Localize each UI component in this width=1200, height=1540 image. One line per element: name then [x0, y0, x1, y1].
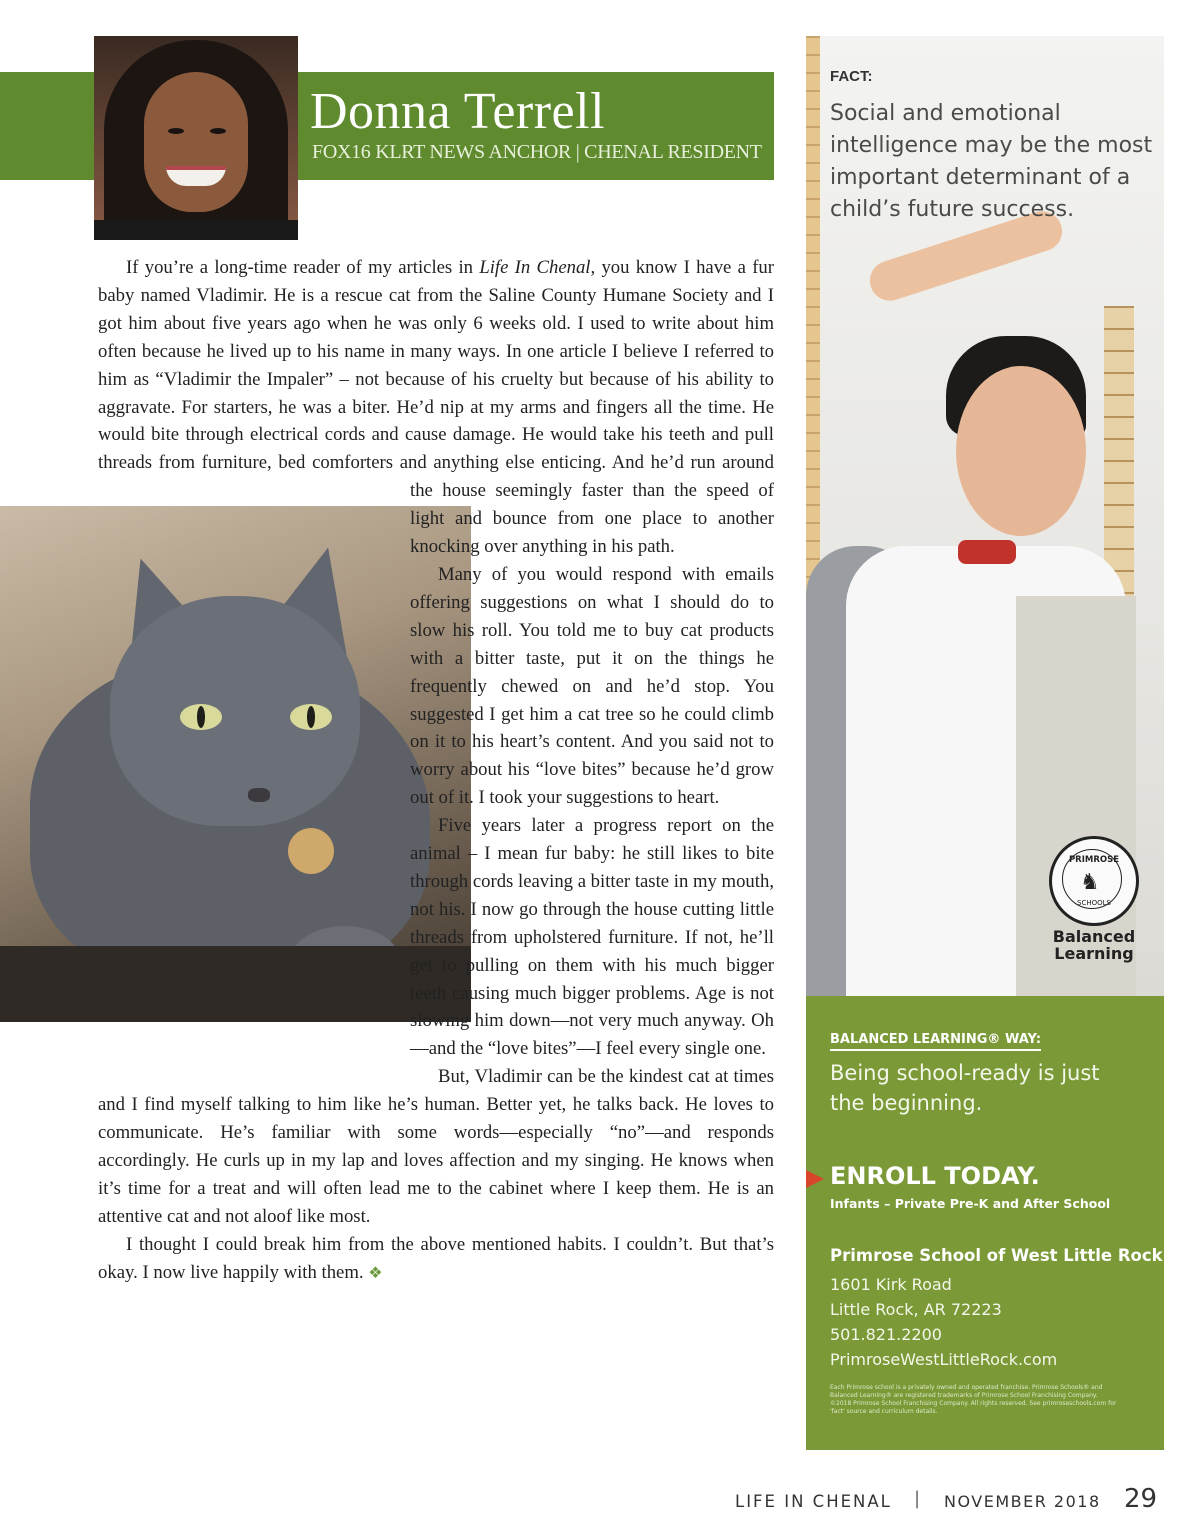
article-paragraph: But, Vladimir can be the kindest cat at times and I find myself talking to him like he’s human. Better yet, he talks back. He loves to communicate. He’s familiar with some words—especially “no”—and responds accordingly. He curls up in my lap and loves affection and my singing. He knows when it’s time for a treat and will often lead me to the cabinet where I keep them. He is an attentive cat and not aloof like most.	[98, 1066, 774, 1227]
magazine-name: LIFE IN CHENAL	[735, 1492, 892, 1511]
end-mark-icon: ❖	[368, 1264, 383, 1282]
primrose-ad[interactable]	[806, 36, 1164, 1450]
school-phone: 501.821.2200	[830, 1325, 942, 1344]
fact-label: FACT:	[830, 68, 873, 85]
article-body	[98, 254, 774, 1288]
enroll-subtitle: Infants – Private Pre-K and After School	[830, 1196, 1111, 1211]
arrow-right-icon	[806, 1170, 824, 1188]
page-number: 29	[1124, 1484, 1158, 1514]
enroll-heading: ENROLL TODAY.	[830, 1162, 1040, 1190]
article-paragraph: Five years later a progress report on the animal – I mean fur baby: he still likes to bite through cords leaving a bitter taste in my mouth, not his. I now go through the house cutting little threads from upholstered furniture. If not, he’ll get to pulling on them with his much bigger teeth causing much bigger problems. Age is not slowing him down—not very much anyway. Oh—and the “love bites”—I feel every single one.	[410, 815, 774, 1060]
fine-print: Each Primrose school is a privately owned and operated franchise. Primrose Schools® and Balanced Learning® are registered trademarks of Primrose School Franchising Company. ©2018 Primrose School Franchising Company. All rights reserved. See primroseschools.com for 'fact' source and curriculum details.	[830, 1384, 1117, 1415]
article-paragraph: I thought I could break him from the above mentioned habits. I couldn’t. But that’s okay. I now live happily with them. ❖	[98, 1233, 774, 1283]
balanced-learning-text: Being school-ready is just the beginning.	[830, 1061, 1100, 1115]
article-paragraph: If you’re a long-time reader of my articles in Life In Chenal, you know I have a fur baby named Vladimir. He is a rescue cat from the Saline County Humane Society and I got him about five years ago when he was only 6 weeks old. I used to write about him often because he lived up to his name in many ways. In one article I believe I referred to him as “Vladimir the Impaler” – not because of his cruelty but because of his ability to aggravate. For starters, he was a biter. He’d nip at my arms and fingers all the time. He would bite through electrical cords and cause damage. He would take his teeth and pull threads from furniture, bed comforters and anything else enticing. And he’d run around the house seemingly faster than the speed of light and bounce from one place to another knocking over anything in his path.	[98, 257, 774, 558]
rooster-icon: PRIMROSE ♞ SCHOOLS	[1049, 836, 1139, 926]
balanced-learning-label: BALANCED LEARNING® WAY:	[830, 1032, 1041, 1051]
footer-separator: |	[914, 1488, 921, 1509]
ad-info-panel	[806, 996, 1164, 1450]
author-name: Donna Terrell	[310, 83, 606, 140]
school-name: Primrose School of West Little Rock	[830, 1246, 1163, 1265]
school-address: 1601 Kirk Road Little Rock, AR 72223 501.821.2200 PrimroseWestLittleRock.com	[830, 1272, 1057, 1372]
author-title: FOX16 KLRT NEWS ANCHOR | CHENAL RESIDENT	[312, 141, 762, 163]
photo-wrap-spacer	[0, 504, 410, 1064]
school-website[interactable]: PrimroseWestLittleRock.com	[830, 1350, 1058, 1369]
issue-date: NOVEMBER 2018	[944, 1492, 1101, 1511]
fact-text: Social and emotional intelligence may be the most important determinant of a child’s future success.	[830, 101, 1153, 222]
article-paragraph: Many of you would respond with emails offering suggestions on what I should do to slow his roll. You told me to buy cat products with a bitter taste, put it on the things he frequently chewed on and he’d stop. You suggested I get him a cat tree so he could climb on it to his heart’s content. And you said not to worry about his “love bites” because he’d grow out of it. I took your suggestions to heart.	[410, 563, 774, 809]
author-photo	[94, 36, 298, 240]
primrose-logo: PRIMROSE ♞ SCHOOLS Balanced Learning	[1046, 836, 1142, 962]
publication-name: Life In Chenal,	[479, 257, 596, 278]
